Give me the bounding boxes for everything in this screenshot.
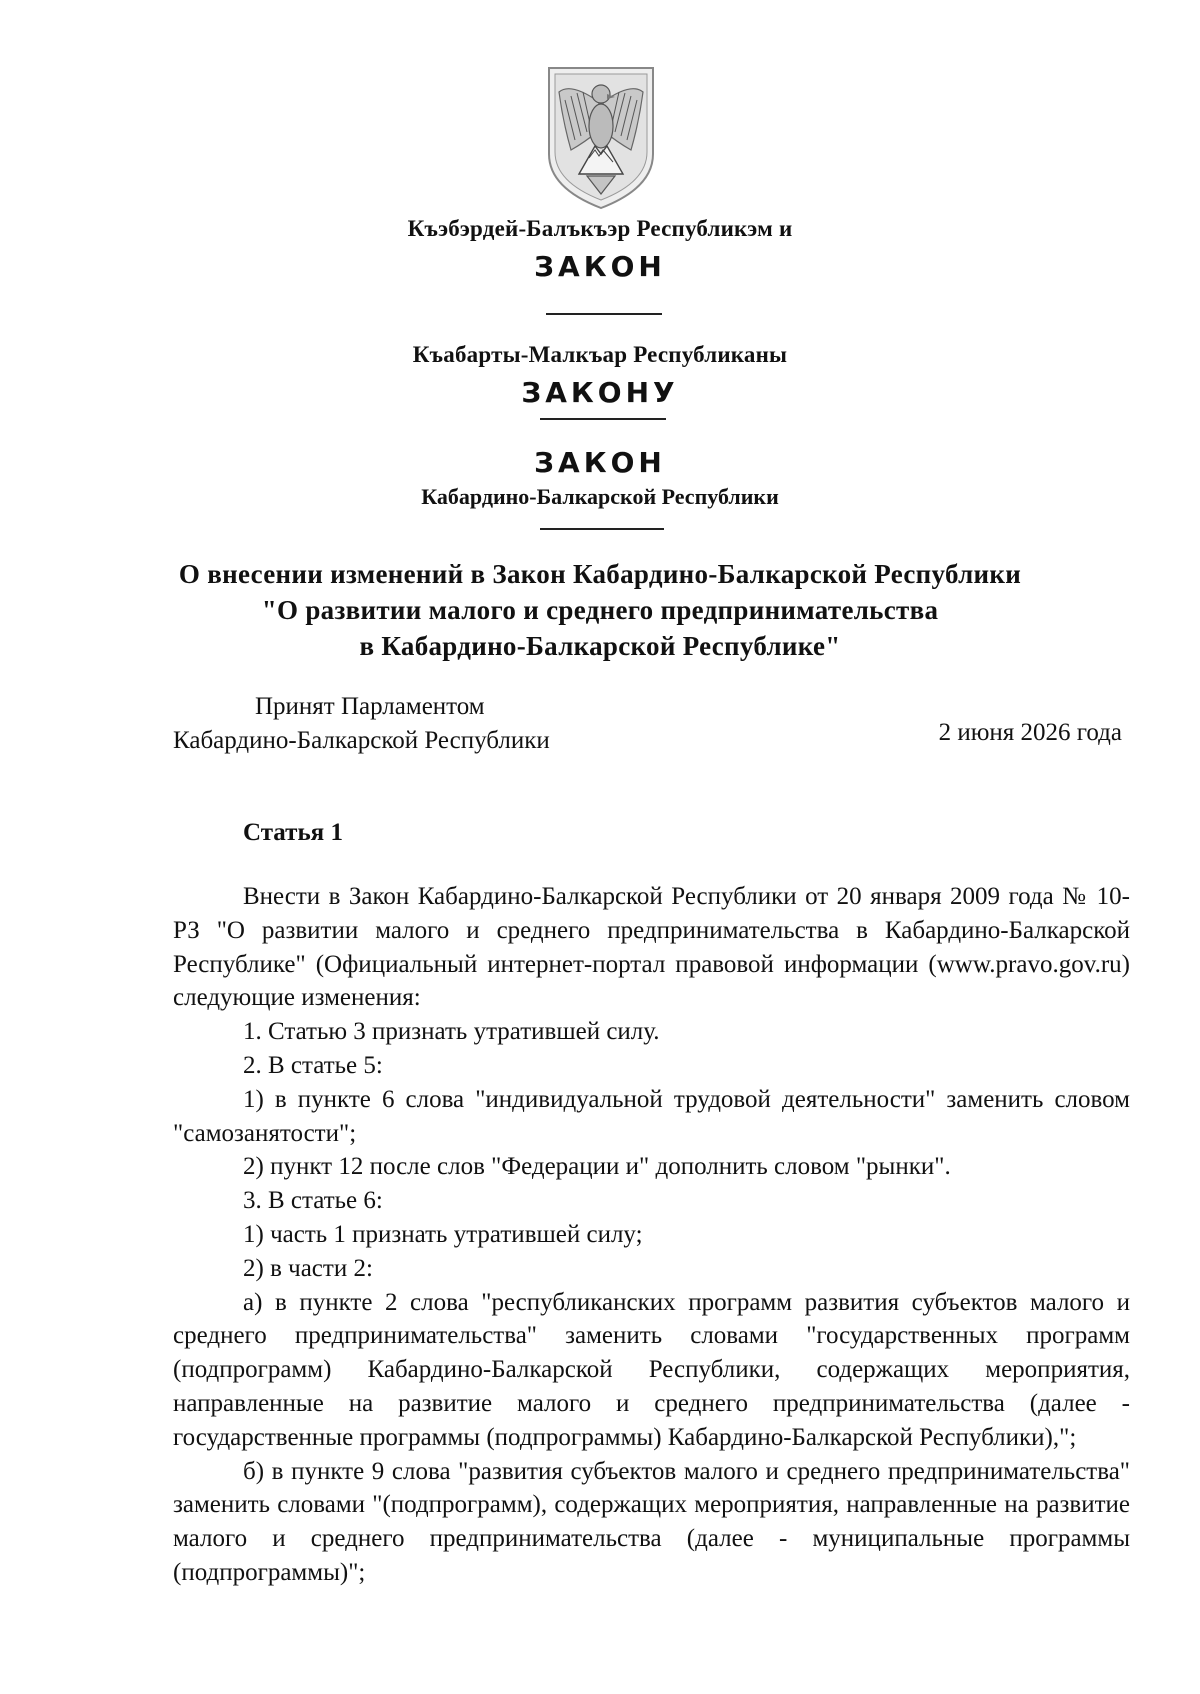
balkar-header-line: Къабарты-Малкъар Республиканы [412, 342, 788, 367]
article-paragraph: 2) в части 2: [243, 1254, 373, 1282]
russian-header-line: Кабардино-Балкарской Республики [421, 484, 779, 509]
law-title-line: "О развитии малого и среднего предпринимательства [261, 595, 939, 625]
law-title-line: в Кабардино-Балкарской Республике" [359, 631, 841, 661]
divider-rule [546, 313, 662, 315]
article-paragraph: 2. В статье 5: [243, 1051, 383, 1079]
article-body [173, 880, 1130, 1590]
article-paragraph: а) в пункте 2 слова "республиканских программ развития субъектов малого и среднего предпринимательства" заменить словами "государственных программ (подпрограмм) Кабардино-Балкарской Республики, содержащих мероприятия, направленные на развитие малого и среднего предпринимательства (далее - государственные программы (подпрограммы) Кабардино-Балкарской Республики),"; [173, 1288, 1130, 1451]
article-paragraph: 1) в пункте 6 слова "индивидуальной трудовой деятельности" заменить словом "самозанятости"; [173, 1085, 1130, 1147]
article-paragraph: 1) часть 1 признать утратившей силу; [243, 1220, 643, 1248]
law-title [0, 556, 1200, 664]
article-paragraph: 1. Статью 3 признать утратившей силу. [243, 1018, 660, 1046]
kabardian-header-line: Къэбэрдей-Балъкъэр Республикэм и [407, 216, 793, 241]
adoption-date: 2 июня 2026 года [938, 719, 1122, 746]
russian-law-heading: ЗАКОН [534, 446, 666, 479]
article-paragraph: 3. В статье 6: [243, 1187, 383, 1215]
divider-rule [540, 528, 664, 530]
article-paragraph: Внести в Закон Кабардино-Балкарской Республики от 20 января 2009 года № 10-РЗ "О развитии малого и среднего предпринимательства в Кабардино-Балкарской Республике" (Официальный интернет-портал правовой информации (www.pravo.gov.ru) следующие изменения: [173, 883, 1130, 1012]
adoption-line-1: Принят Парламентом [255, 693, 485, 720]
adoption-line-2: Кабардино-Балкарской Республики [173, 727, 550, 754]
balkar-law-heading: ЗАКОНУ [521, 376, 679, 409]
coat-of-arms-icon [541, 62, 661, 212]
kabardian-law-heading: ЗАКОН [534, 250, 666, 283]
article-paragraph: б) в пункте 9 слова "развития субъектов малого и среднего предпринимательства" заменить словами "(подпрограмм), содержащих мероприятия, направленные на развитие малого и среднего предпринимательства (далее - муниципальные программы (подпрограммы)"; [173, 1457, 1130, 1586]
article-paragraph: 2) пункт 12 после слов "Федерации и" дополнить словом "рынки". [243, 1153, 951, 1181]
article-heading: Статья 1 [243, 819, 343, 846]
law-title-line: О внесении изменений в Закон Кабардино-Балкарской Республики [178, 559, 1022, 589]
divider-rule [540, 418, 666, 420]
